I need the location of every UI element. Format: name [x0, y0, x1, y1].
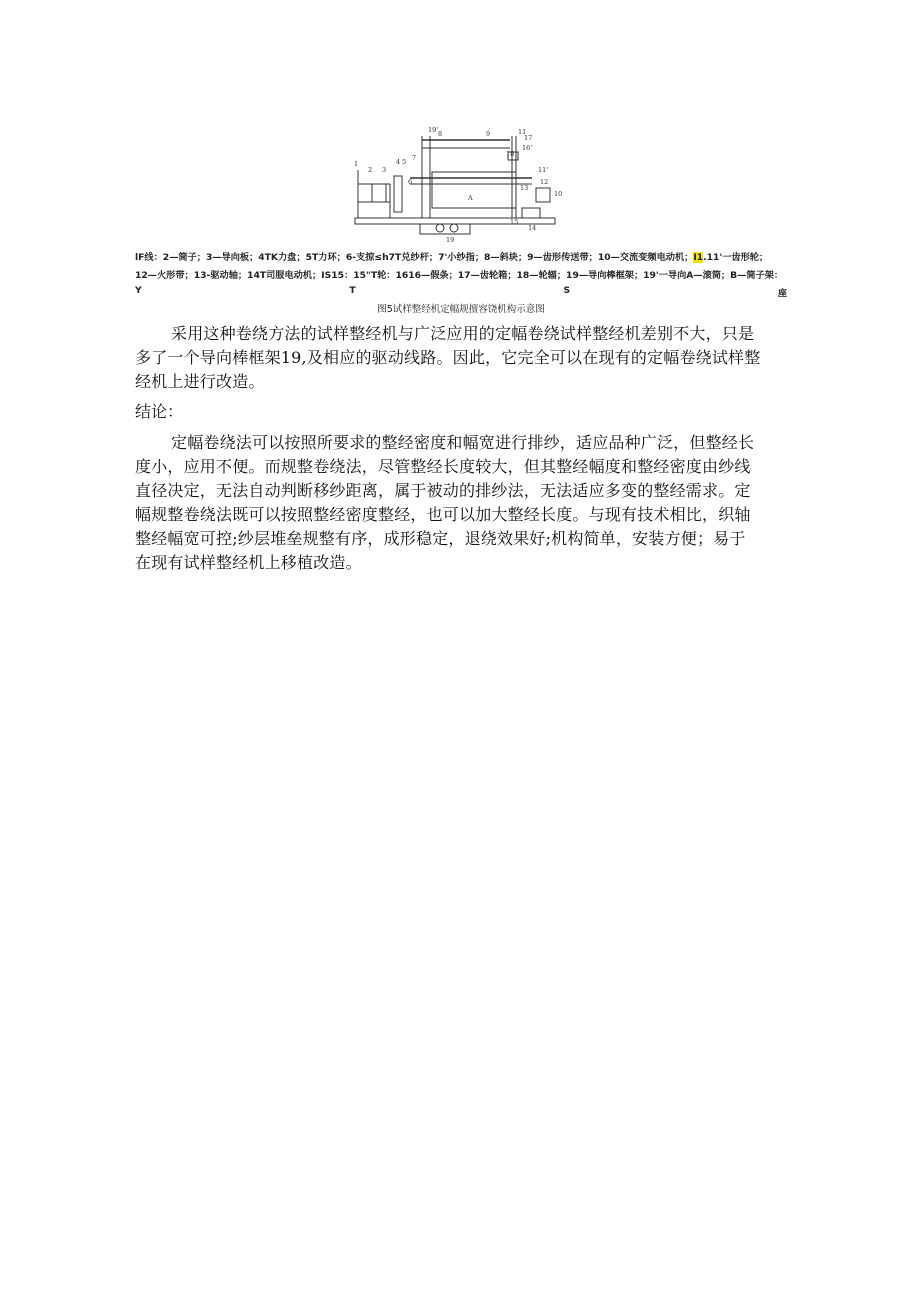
label-7: 7 — [412, 154, 417, 162]
label-9: 9 — [486, 130, 491, 138]
servo-motor — [536, 188, 550, 202]
label-19p: 19' — [428, 126, 439, 134]
roller — [436, 224, 444, 232]
label-11: 11 — [518, 128, 527, 136]
paragraph-line: 多了一个导向棒框架19,及相应的驱动线路。因此，它完全可以在现有的定幅卷绕试样整 — [135, 348, 761, 367]
label-1: 1 — [354, 160, 359, 168]
legend-text: lF线：2—筒子；3—导向板；4TK力盘；5T力环；6-支掠≤h7T兑纱杆；7'小纱指；8—斜块；9—齿形传送带；10—交流变频电动机； — [135, 252, 694, 263]
figure-legend-line-2: 12—火形带；13-驱动轴；14T司服电动机；IS15：15"T轮：1616—假条；17—齿轮箱；18—轮辐；19—导向棒框架；19'一导向A—滚筒；B—筒子架： — [135, 270, 784, 281]
base-plate — [355, 218, 555, 224]
label-14: 14 — [528, 224, 537, 232]
label-12: 12 — [540, 178, 549, 186]
label-2: 2 — [368, 166, 373, 174]
legend-fragment: 座 — [777, 288, 787, 299]
label-18: 18 — [506, 150, 515, 158]
label-4: 4 — [396, 158, 401, 166]
label-13: 13 — [520, 184, 529, 192]
label-A: A — [468, 194, 473, 202]
legend-text: .11'一齿形轮； — [703, 252, 769, 263]
paragraph-line: 幅规整卷绕法既可以按照整经密度整经，也可以加大整经长度。与现有技术相比，织轴 — [135, 505, 751, 524]
highlighted-text: I1 — [693, 252, 704, 263]
figure-legend-line-1 — [135, 249, 787, 263]
figure-legend-line-3 — [135, 285, 787, 299]
figure-caption: 图5试样整经机定幅规擅容饶机构示意图 — [377, 304, 545, 315]
paragraph-line: 经机上进行改造。 — [135, 372, 265, 391]
label-19: 19 — [446, 236, 455, 244]
label-5: 5 — [402, 158, 407, 166]
paragraph-conclusion — [135, 431, 787, 575]
conclusion-heading: 结论： — [135, 402, 184, 421]
paragraph-line: 定幅卷绕法可以按照所要求的整经密度和幅宽进行排纱，适应品种广泛，但整经长 — [171, 433, 755, 452]
legend-fragment: Y — [135, 285, 142, 296]
label-3: 3 — [382, 166, 387, 174]
guide-plate — [394, 176, 402, 212]
paragraph-line: 采用这种卷绕方法的试样整经机与广泛应用的定幅卷绕试样整经机差别不大，只是 — [171, 324, 755, 343]
paragraph-line: 度小，应用不便。而规整卷绕法，尽管整经长度较大，但其整经幅度和整经密度由纱线 — [135, 457, 751, 476]
paragraph-line: 直径决定，无法自动判断移纱距离，属于被动的排纱法，无法适应多变的整经需求。定 — [135, 481, 751, 500]
label-15: 15 — [510, 218, 519, 226]
label-11p: 11' — [538, 166, 549, 174]
paragraph-line: 在现有试样整经机上移植改造。 — [135, 553, 362, 572]
label-6: 6 — [408, 178, 413, 186]
legend-fragment: S — [563, 285, 571, 296]
machine-schematic — [350, 126, 572, 244]
guide-bar-frame — [420, 224, 470, 234]
bobbin — [372, 184, 386, 202]
gear-box — [522, 208, 540, 218]
label-10: 10 — [554, 190, 563, 198]
paragraph-line: 整经幅宽可控;纱层堆垒规整有序，成形稳定，退绕效果好;机构简单，安装方便；易于 — [135, 529, 746, 548]
label-17: 17 — [524, 134, 533, 142]
legend-fragment: T — [349, 285, 356, 296]
machine-diagram — [350, 126, 572, 244]
paragraph-modification — [135, 322, 787, 394]
label-8: 8 — [438, 130, 443, 138]
label-16: 16' — [522, 144, 533, 152]
